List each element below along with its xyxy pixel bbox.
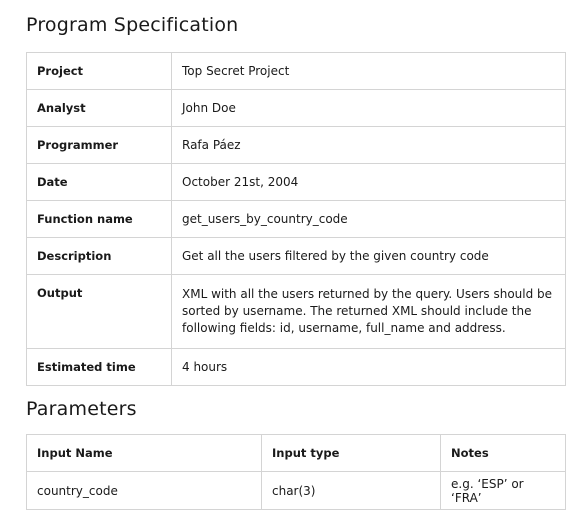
param-input-name: country_code <box>27 472 262 510</box>
spec-row-function-name <box>27 201 566 238</box>
spec-value: get_users_by_country_code <box>172 201 566 238</box>
header-input-name: Input Name <box>27 435 262 472</box>
spec-row-programmer <box>27 127 566 164</box>
spec-table <box>26 52 566 386</box>
spec-title: Program Specification <box>26 14 239 36</box>
header-input-type: Input type <box>262 435 441 472</box>
spec-row-estimated-time <box>27 349 566 386</box>
spec-row-date <box>27 164 566 201</box>
spec-key: Analyst <box>27 90 172 127</box>
spec-value: Top Secret Project <box>172 53 566 90</box>
spec-row-description <box>27 238 566 275</box>
parameters-table <box>26 434 566 510</box>
spec-key: Programmer <box>27 127 172 164</box>
param-notes: e.g. ‘ESP’ or ‘FRA’ <box>441 472 566 510</box>
spec-key: Function name <box>27 201 172 238</box>
spec-value: October 21st, 2004 <box>172 164 566 201</box>
spec-row-project <box>27 53 566 90</box>
spec-row-analyst <box>27 90 566 127</box>
parameters-header-row <box>27 435 566 472</box>
spec-value: XML with all the users returned by the query. Users should be sorted by username. The returned XML should include the following fields: id, username, full_name and address. <box>172 275 566 349</box>
spec-value: 4 hours <box>172 349 566 386</box>
spec-value: Rafa Páez <box>172 127 566 164</box>
spec-value: Get all the users filtered by the given country code <box>172 238 566 275</box>
spec-key: Description <box>27 238 172 275</box>
spec-key: Date <box>27 164 172 201</box>
table-row <box>27 472 566 510</box>
param-input-type: char(3) <box>262 472 441 510</box>
spec-row-output <box>27 275 566 349</box>
spec-key: Estimated time <box>27 349 172 386</box>
spec-key: Project <box>27 53 172 90</box>
spec-value: John Doe <box>172 90 566 127</box>
parameters-title: Parameters <box>26 398 137 420</box>
spec-key: Output <box>27 275 172 349</box>
header-notes: Notes <box>441 435 566 472</box>
